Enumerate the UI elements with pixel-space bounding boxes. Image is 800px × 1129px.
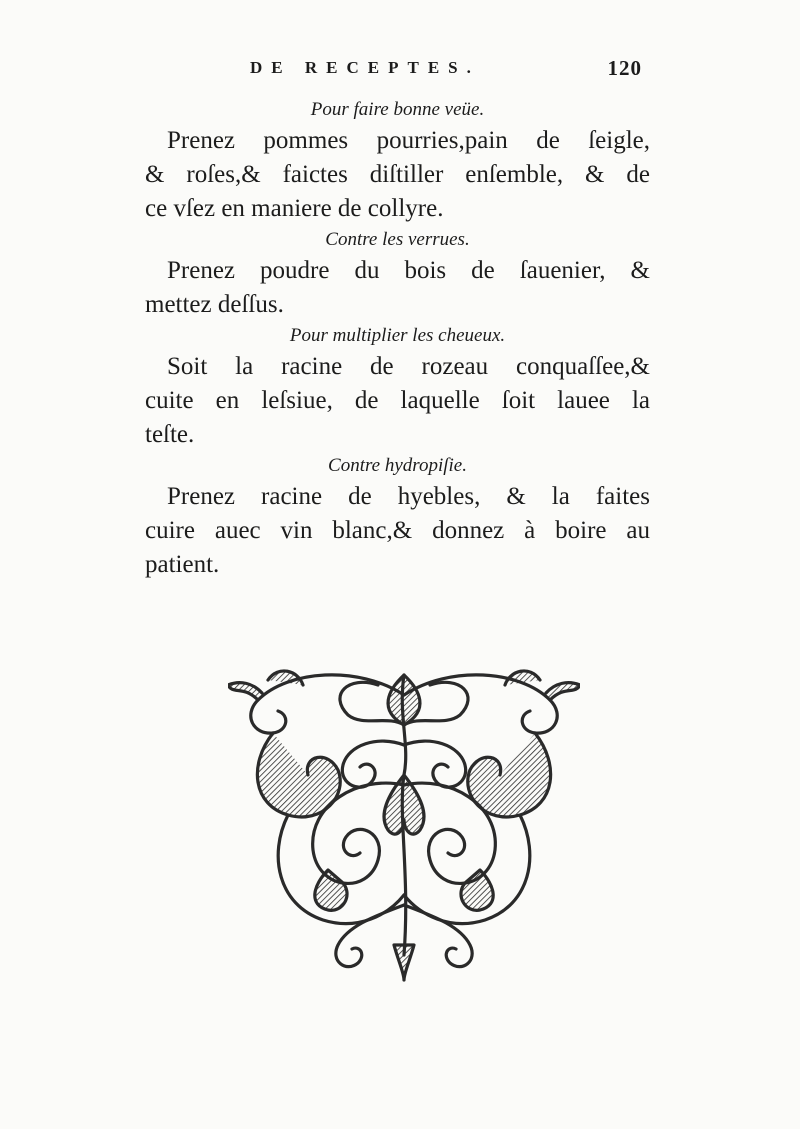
recipe-heading: Pour multiplier les cheueux. — [289, 325, 506, 346]
recipe-heading: Contre les verrues. — [325, 229, 470, 250]
recipe-text-line: Prenez poudre du bois de ſauenier, & — [167, 257, 650, 284]
recipe-text-line: Prenez pommes pourries,pain de ſeigle, — [167, 127, 650, 154]
recipe-text-line: mettez deſſus. — [145, 291, 284, 318]
recipe-text-line: teſte. — [145, 421, 195, 448]
recipe-text-line: Prenez racine de hyebles, & la faites — [167, 483, 650, 510]
recipe-text-line: patient. — [145, 551, 220, 578]
running-head — [250, 58, 650, 88]
page-number: 120 — [607, 56, 642, 80]
recipe-section — [145, 96, 650, 226]
recipe-text-block — [145, 96, 650, 582]
woodcut-fleuron-ornament-icon — [228, 655, 580, 985]
recipe-text-line: ce vſez en maniere de collyre. — [145, 195, 444, 222]
recipe-text-line: & roſes,& faictes diſtiller enſemble, & de — [145, 161, 650, 188]
running-title: DE RECEPTES. — [250, 58, 480, 77]
recipe-section — [145, 452, 650, 582]
recipe-text-line: cuite en leſsiue, de laquelle ſoit lauee la — [145, 387, 650, 414]
recipe-heading: Contre hydropiſie. — [328, 455, 467, 476]
recipe-section — [145, 322, 650, 452]
recipe-section — [145, 226, 650, 322]
recipe-text-line: cuire auec vin blanc,& donnez à boire au — [145, 517, 650, 544]
recipe-text-line: Soit la racine de rozeau conquaſſee,& — [167, 353, 650, 380]
recipe-heading: Pour faire bonne veüe. — [310, 99, 485, 120]
